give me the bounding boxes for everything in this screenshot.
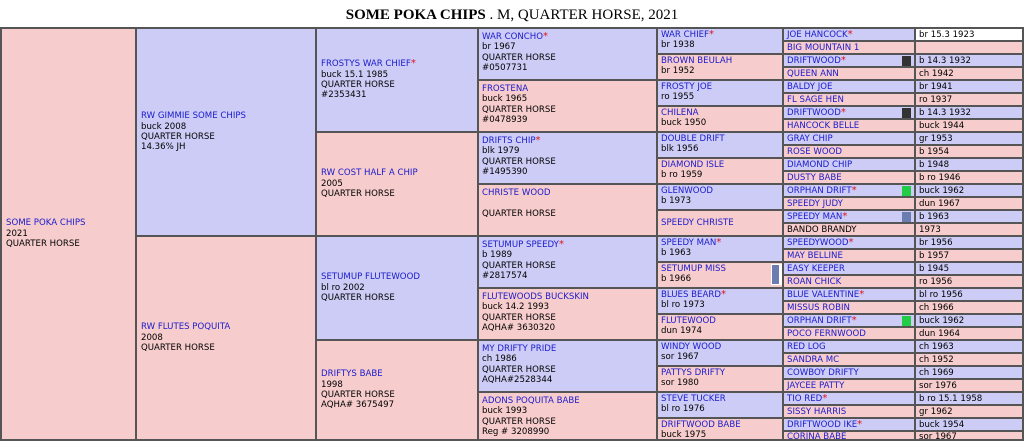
ancestor-info: ch 1986 <box>482 354 517 365</box>
g5-name-11 <box>784 159 914 170</box>
ancestor-info: br 1938 <box>661 40 695 51</box>
g5-name-12 <box>784 172 914 183</box>
g4-ancestor-5 <box>658 133 782 157</box>
g2-ancestor-3 <box>317 237 477 339</box>
g5-info-6: ro 1937 <box>916 94 1022 105</box>
ancestor-name[interactable]: FROSTENA <box>482 84 529 94</box>
g5-info-26: ch 1952 <box>916 354 1022 365</box>
ancestor-info: buck 1950 <box>661 118 707 129</box>
g5-name-26 <box>784 354 914 365</box>
g5-info-21: bl ro 1956 <box>916 289 1022 300</box>
g5-info-8: buck 1944 <box>916 120 1022 131</box>
star-icon: * <box>543 31 549 42</box>
g5-info-9: gr 1953 <box>916 133 1022 144</box>
ancestor-name[interactable]: JAYCEE PATTY <box>787 381 845 391</box>
g5-name-20 <box>784 276 914 287</box>
g5-name-19 <box>784 263 914 274</box>
ancestor-name[interactable]: HANCOCK BELLE <box>787 121 860 131</box>
g5-info-3: b 14.3 1932 <box>916 55 1022 66</box>
ancestor-name[interactable]: POCO FERNWOOD <box>787 329 866 339</box>
ancestor-info: buck 1975 <box>661 430 707 439</box>
ancestor-info: 2005 <box>321 178 343 189</box>
ancestor-name[interactable]: FL SAGE HEN <box>787 95 844 105</box>
g3-ancestor-2 <box>479 81 656 131</box>
ancestor-name[interactable]: JOE HANCOCK <box>787 30 848 40</box>
g3-ancestor-8 <box>479 393 656 439</box>
ancestor-name[interactable]: DRIFTWOOD BABE <box>661 420 741 430</box>
ancestor-name[interactable]: ORPHAN DRIFT <box>787 186 852 196</box>
ancestor-name[interactable]: DOUBLE DRIFT <box>661 134 725 144</box>
ancestor-reg: AQHA# 3630320 <box>482 323 556 334</box>
subject-horse-year: 2021 <box>6 228 28 239</box>
g5-info-18: b 1957 <box>916 250 1022 261</box>
g5-name-3 <box>784 55 914 66</box>
ancestor-name[interactable]: GRAY CHIP <box>787 134 833 144</box>
ancestor-name[interactable]: SPEEDYWOOD <box>787 238 849 248</box>
ancestor-info: ro 1955 <box>661 92 695 103</box>
ancestor-name[interactable]: SANDRA MC <box>787 355 840 365</box>
g5-info-14: dun 1967 <box>916 198 1022 209</box>
g5-name-25 <box>784 341 914 352</box>
ancestor-name[interactable]: ROSE WOOD <box>787 147 842 157</box>
g5-name-9 <box>784 133 914 144</box>
g4-ancestor-13 <box>658 341 782 365</box>
ancestor-info <box>482 198 653 208</box>
star-icon: * <box>535 135 541 146</box>
ancestor-info: b 1989 <box>482 250 513 261</box>
ancestor-info: br 1967 <box>482 42 516 53</box>
ancestor-name[interactable]: FLUTEWOOD <box>661 316 716 326</box>
g5-name-23 <box>784 315 914 326</box>
ancestor-name[interactable]: TIO RED <box>787 394 823 404</box>
g5-info-1: br 15.3 1923 <box>916 29 1022 40</box>
ancestor-name[interactable]: DRIFTWOOD <box>787 56 841 66</box>
ancestor-name[interactable]: EASY KEEPER <box>787 264 845 274</box>
ancestor-info: b ro 1959 <box>661 170 703 181</box>
ancestor-name[interactable]: MISSUS ROBIN <box>787 303 850 313</box>
star-icon: * <box>708 29 714 40</box>
subject-horse-cell <box>2 29 135 439</box>
ancestor-name[interactable]: SPEEDY MAN <box>661 238 717 248</box>
dam-name[interactable]: RW FLUTES POQUITA <box>141 322 231 333</box>
g5-info-28: sor 1976 <box>916 380 1022 391</box>
ancestor-name[interactable]: SETUMUP SPEEDY <box>482 240 559 250</box>
ancestor-name[interactable]: FROSTY JOE <box>661 82 713 92</box>
g5-name-10 <box>784 146 914 157</box>
color-marker-green <box>902 316 911 326</box>
ancestor-info: bl ro 1976 <box>661 404 705 415</box>
ancestor-name[interactable]: GLENWOOD <box>661 186 713 196</box>
ancestor-info: dun 1974 <box>661 326 702 337</box>
ancestor-info: b 1963 <box>661 248 692 259</box>
ancestor-name[interactable]: RED LOG <box>787 342 826 352</box>
star-icon: * <box>410 58 416 70</box>
g5-info-20: ro 1956 <box>916 276 1022 287</box>
star-icon: * <box>848 237 854 248</box>
ancestor-name[interactable]: BROWN BEULAH <box>661 56 733 66</box>
ancestor-info: sor 1967 <box>661 352 699 363</box>
ancestor-info: sor 1980 <box>661 378 699 389</box>
g2-ancestor-2 <box>317 133 477 235</box>
ancestor-name[interactable]: DRIFTYS BABE <box>321 369 383 380</box>
ancestor-name[interactable]: COWBOY DRIFTY <box>787 368 859 378</box>
ancestor-breed: QUARTER HORSE <box>482 156 556 167</box>
g5-name-6 <box>784 94 914 105</box>
dam-cell <box>137 237 315 439</box>
ancestor-name[interactable]: SPEEDY MAN <box>787 212 843 222</box>
g5-info-11: b 1948 <box>916 159 1022 170</box>
g3-ancestor-1 <box>479 29 656 79</box>
g5-info-4: ch 1942 <box>916 68 1022 79</box>
g4-ancestor-11 <box>658 289 782 313</box>
g4-ancestor-3 <box>658 81 782 105</box>
ancestor-reg: #0478939 <box>482 115 528 126</box>
g4-ancestor-9 <box>658 237 782 261</box>
ancestor-name[interactable]: DUSTY BABE <box>787 173 842 183</box>
ancestor-name[interactable]: FLUTEWOODS BUCKSKIN <box>482 292 589 302</box>
ancestor-name[interactable]: STEVE TUCKER <box>661 394 726 404</box>
color-marker-green <box>902 186 911 196</box>
ancestor-name[interactable]: CHRISTE WOOD <box>482 188 551 198</box>
ancestor-name[interactable]: FROSTYS WAR CHIEF <box>321 59 411 70</box>
ancestor-breed: QUARTER HORSE <box>482 260 556 271</box>
ancestor-breed: QUARTER HORSE <box>321 293 395 304</box>
ancestor-name[interactable]: DRIFTWOOD IKE <box>787 420 858 430</box>
g5-info-25: ch 1963 <box>916 341 1022 352</box>
ancestor-reg: AQHA#2528344 <box>482 375 553 386</box>
ancestor-reg: #2353431 <box>321 90 367 101</box>
ancestor-breed: QUARTER HORSE <box>482 208 556 219</box>
star-icon: * <box>558 239 564 250</box>
star-icon: * <box>851 185 857 196</box>
g3-ancestor-7 <box>479 341 656 391</box>
ancestor-name[interactable]: BLUES BEARD <box>661 290 721 300</box>
g3-ancestor-3 <box>479 133 656 183</box>
ancestor-name[interactable]: ROAN CHICK <box>787 277 842 287</box>
g4-ancestor-4 <box>658 107 782 131</box>
g5-info-10: b 1954 <box>916 146 1022 157</box>
ancestor-info: buck 1965 <box>482 94 528 105</box>
g5-name-24 <box>784 328 914 339</box>
sire-color-year: buck 2008 <box>141 121 187 132</box>
g4-ancestor-1 <box>658 29 782 53</box>
ancestor-breed: QUARTER HORSE <box>482 364 556 375</box>
g5-name-22 <box>784 302 914 313</box>
ancestor-info: b 1966 <box>661 274 692 285</box>
page-title <box>0 7 1024 24</box>
g5-name-5 <box>784 81 914 92</box>
dam-breed: QUARTER HORSE <box>141 343 215 354</box>
ancestor-name[interactable]: QUEEN ANN <box>787 69 839 79</box>
g5-info-27: ch 1969 <box>916 367 1022 378</box>
g4-ancestor-7 <box>658 185 782 209</box>
g5-name-21 <box>784 289 914 300</box>
g5-info-23: buck 1962 <box>916 315 1022 326</box>
subject-horse-name[interactable]: SOME POKA CHIPS <box>6 218 86 229</box>
ancestor-name[interactable]: PATTYS DRIFTY <box>661 368 726 378</box>
star-icon: * <box>851 315 857 326</box>
g5-name-28 <box>784 380 914 391</box>
g2-ancestor-4 <box>317 341 477 439</box>
g5-info-13: buck 1962 <box>916 185 1022 196</box>
g5-name-29 <box>784 393 914 404</box>
ancestor-reg: AQHA# 3675497 <box>321 400 395 411</box>
g5-info-31: buck 1954 <box>916 419 1022 430</box>
sire-cell <box>137 29 315 235</box>
g3-ancestor-5 <box>479 237 656 287</box>
ancestor-reg: #0507731 <box>482 63 528 74</box>
ancestor-breed: QUARTER HORSE <box>321 80 395 90</box>
star-icon: * <box>716 237 722 248</box>
sire-breed: QUARTER HORSE <box>141 132 215 142</box>
g5-name-17 <box>784 237 914 248</box>
g5-name-4 <box>784 68 914 79</box>
g5-name-31 <box>784 419 914 430</box>
dam-year: 2008 <box>141 332 163 343</box>
g5-name-27 <box>784 367 914 378</box>
g4-ancestor-12 <box>658 315 782 339</box>
g5-info-16: 1973 <box>916 224 1022 235</box>
ancestor-info: br 1952 <box>661 66 695 77</box>
ancestor-name[interactable]: BALDY JOE <box>787 82 833 92</box>
g5-info-22: ch 1966 <box>916 302 1022 313</box>
ancestor-name[interactable]: ADONS POQUITA BABE <box>482 396 580 406</box>
star-icon: * <box>840 107 846 118</box>
ancestor-name[interactable]: ORPHAN DRIFT <box>787 316 852 326</box>
g4-ancestor-16 <box>658 419 782 439</box>
ancestor-name[interactable]: BANDO BRANDY <box>787 225 857 235</box>
g5-name-8 <box>784 120 914 131</box>
ancestor-name[interactable]: CHILENA <box>661 108 699 118</box>
ancestor-reg: Reg # 3208990 <box>482 427 550 438</box>
g5-name-15 <box>784 211 914 222</box>
g5-info-2 <box>916 42 1022 53</box>
g5-info-12: b ro 1946 <box>916 172 1022 183</box>
star-icon: * <box>859 289 865 300</box>
g5-name-14 <box>784 198 914 209</box>
g5-name-13 <box>784 185 914 196</box>
ancestor-name[interactable]: WAR CONCHO <box>482 32 544 42</box>
ancestor-name[interactable]: RW COST HALF A CHIP <box>321 168 418 179</box>
g4-ancestor-8 <box>658 211 782 235</box>
ancestor-name[interactable]: MAY BELLINE <box>787 251 843 261</box>
subject-horse-breed: QUARTER HORSE <box>6 239 80 250</box>
ancestor-name[interactable]: MY DRIFTY PRIDE <box>482 344 557 354</box>
star-icon: * <box>720 289 726 300</box>
g5-info-5: br 1941 <box>916 81 1022 92</box>
ancestor-breed: QUARTER HORSE <box>482 416 556 427</box>
ancestor-reg: #2817574 <box>482 271 528 282</box>
ancestor-name[interactable]: SPEEDY JUDY <box>787 199 843 209</box>
g4-ancestor-2 <box>658 55 782 79</box>
star-icon: * <box>822 393 828 404</box>
g4-ancestor-15 <box>658 393 782 417</box>
g5-name-7 <box>784 107 914 118</box>
ancestor-breed: QUARTER HORSE <box>321 189 395 200</box>
g3-ancestor-4 <box>479 185 656 235</box>
ancestor-info: bl ro 1973 <box>661 300 705 311</box>
ancestor-name[interactable]: SETUMUP FLUTEWOOD <box>321 272 420 283</box>
ancestor-info: b 1973 <box>661 196 692 207</box>
g4-ancestor-6 <box>658 159 782 183</box>
color-marker <box>771 264 782 285</box>
g5-name-1 <box>784 29 914 40</box>
ancestor-name[interactable]: DIAMOND ISLE <box>661 160 725 170</box>
sire-name[interactable]: RW GIMMIE SOME CHIPS <box>141 111 247 122</box>
g5-name-32 <box>784 432 914 439</box>
ancestor-name[interactable]: DIAMOND CHIP <box>787 160 853 170</box>
color-marker-dark <box>902 108 911 118</box>
g5-name-30 <box>784 406 914 417</box>
title-details: . M, QUARTER HORSE, 2021 <box>485 7 679 23</box>
ancestor-name[interactable]: SPEEDY CHRISTE <box>661 217 734 228</box>
g5-info-15: b 1963 <box>916 211 1022 222</box>
ancestor-breed: QUARTER HORSE <box>482 104 556 115</box>
star-icon: * <box>857 419 863 430</box>
ancestor-name[interactable]: BIG MOUNTAIN 1 <box>787 43 860 53</box>
ancestor-breed: QUARTER HORSE <box>482 312 556 323</box>
g5-name-18 <box>784 250 914 261</box>
star-icon: * <box>847 29 853 40</box>
g5-info-30: gr 1962 <box>916 406 1022 417</box>
ancestor-name[interactable]: WAR CHIEF <box>661 30 709 40</box>
ancestor-name[interactable]: DRIFTS CHIP <box>482 136 536 146</box>
star-icon: * <box>840 55 846 66</box>
color-marker-blue <box>902 212 911 222</box>
g5-info-32: sor 1967 <box>916 432 1022 439</box>
g5-name-2 <box>784 42 914 53</box>
ancestor-name[interactable]: SETUMUP MISS <box>661 264 726 274</box>
ancestor-breed: QUARTER HORSE <box>321 390 395 400</box>
g5-info-24: dun 1964 <box>916 328 1022 339</box>
ancestor-name[interactable]: DRIFTWOOD <box>787 108 841 118</box>
g5-info-17: br 1956 <box>916 237 1022 248</box>
color-marker-blue <box>772 265 779 284</box>
ancestor-name[interactable]: SISSY HARRIS <box>787 407 847 417</box>
ancestor-info: buck 14.2 1993 <box>482 302 550 313</box>
g5-name-16 <box>784 224 914 235</box>
ancestor-info: buck 15.1 1985 <box>321 69 389 80</box>
star-icon: * <box>842 211 848 222</box>
title-horse-name: SOME POKA CHIPS <box>345 7 486 23</box>
ancestor-reg: #1495390 <box>482 167 528 178</box>
sire-note: 14.36% JH <box>141 142 186 153</box>
ancestor-name[interactable]: WINDY WOOD <box>661 342 722 352</box>
ancestor-info: buck 1993 <box>482 406 528 417</box>
g4-ancestor-14 <box>658 367 782 391</box>
ancestor-info: blk 1956 <box>661 144 699 155</box>
pedigree-chart <box>0 27 1024 441</box>
ancestor-breed: QUARTER HORSE <box>482 52 556 63</box>
g5-info-7: b 14.3 1932 <box>916 107 1022 118</box>
color-marker-dark <box>902 56 911 66</box>
ancestor-info: bl ro 2002 <box>321 282 365 293</box>
g5-info-29: b ro 15.1 1958 <box>916 393 1022 404</box>
ancestor-info: 1998 <box>321 379 343 390</box>
g5-info-19: b 1945 <box>916 263 1022 274</box>
ancestor-name[interactable]: BLUE VALENTINE <box>787 290 860 300</box>
g3-ancestor-6 <box>479 289 656 339</box>
g4-ancestor-10 <box>658 263 782 287</box>
ancestor-info: blk 1979 <box>482 146 520 157</box>
ancestor-name[interactable]: CORINA BABE <box>787 432 847 439</box>
g2-ancestor-1 <box>317 29 477 131</box>
